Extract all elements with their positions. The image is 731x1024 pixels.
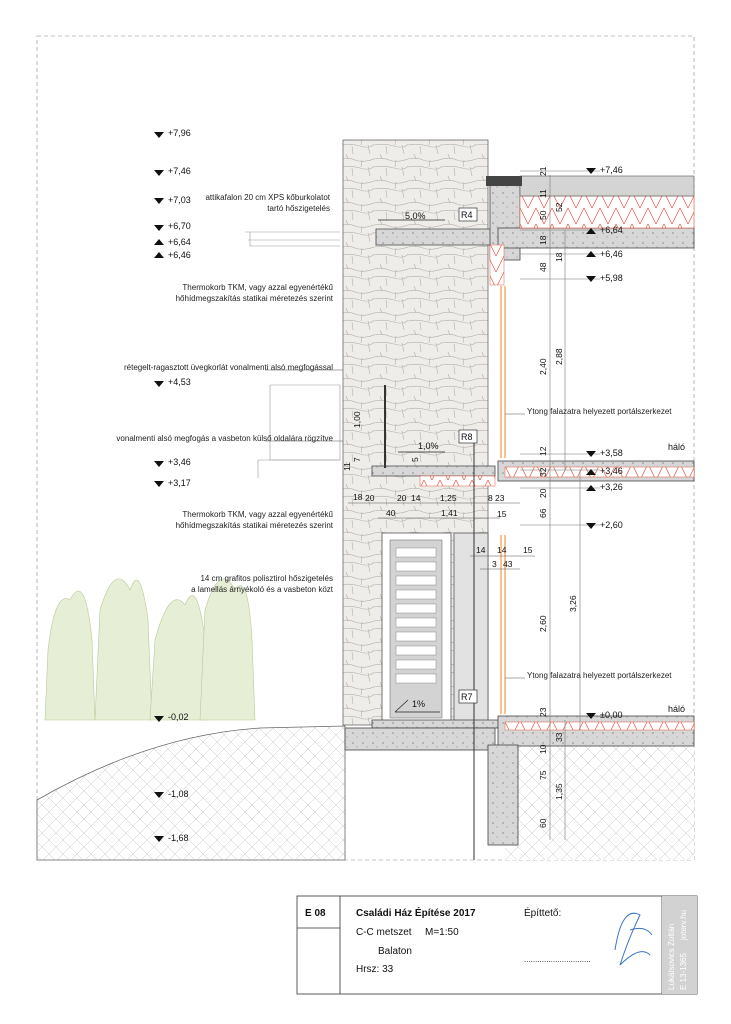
dim: 14 bbox=[476, 545, 486, 555]
annotation: 14 cm grafitos polisztirol hőszigetelés bbox=[200, 574, 333, 583]
signature bbox=[615, 913, 652, 965]
level-label: +6,46 bbox=[168, 250, 191, 260]
annotation: Ytong falazatra helyezett portálszerkezet bbox=[527, 407, 672, 416]
room-tag: R8 bbox=[461, 432, 473, 442]
slope-label: 1% bbox=[412, 699, 426, 709]
annotation: Ytong falazatra helyezett portálszerkezet bbox=[527, 671, 672, 680]
parcel: Hrsz: 33 bbox=[356, 964, 394, 975]
annotation: attikafalon 20 cm XPS kőburkolatot bbox=[205, 193, 330, 202]
dim: 1,00 bbox=[352, 411, 362, 428]
trees bbox=[45, 579, 255, 720]
dim: 18 bbox=[538, 235, 548, 245]
dim: 21 bbox=[538, 166, 548, 176]
earth-right bbox=[505, 745, 694, 860]
dim: 2,60 bbox=[538, 615, 548, 632]
room-label: háló bbox=[668, 442, 686, 452]
dim: 11 bbox=[342, 462, 352, 471]
level-label: -1,08 bbox=[168, 789, 189, 799]
place: Balaton bbox=[378, 946, 412, 957]
dim: 75 bbox=[538, 770, 548, 780]
dim: 12 bbox=[538, 446, 548, 456]
dim: 20 bbox=[365, 493, 375, 503]
dim: 18 bbox=[353, 492, 363, 502]
balcony-insulation bbox=[420, 476, 495, 486]
room-tag: R7 bbox=[461, 692, 473, 702]
dim: 14 bbox=[497, 545, 507, 555]
dim: 32 bbox=[538, 467, 548, 477]
dim: 2,88 bbox=[554, 348, 564, 365]
level-label: +3,46 bbox=[600, 466, 623, 476]
dim: 50 bbox=[538, 210, 548, 220]
level-label: +6,64 bbox=[600, 225, 623, 235]
designer-name: Lukátsovics Zoltán bbox=[667, 923, 676, 990]
annotation: hőhídmegszakítás statikai méretezés szerint bbox=[175, 294, 333, 303]
level-label: +7,46 bbox=[600, 165, 623, 175]
dim: 15 bbox=[497, 509, 507, 519]
dim: 5 bbox=[410, 457, 420, 462]
dim: 18 bbox=[554, 252, 564, 262]
dim: 14 bbox=[411, 493, 421, 503]
wall-insulation bbox=[490, 245, 504, 285]
dim: 8 bbox=[488, 493, 493, 503]
dim: 3,26 bbox=[568, 595, 578, 612]
level-label: +3,17 bbox=[168, 478, 191, 488]
dim: 33 bbox=[554, 732, 564, 742]
annotation: Thermokorb TKM, vagy azzal egyenértékű bbox=[182, 510, 333, 519]
terrain bbox=[37, 726, 345, 860]
dim: 23 bbox=[538, 707, 548, 717]
dim: 20 bbox=[397, 493, 407, 503]
level-label: +7,96 bbox=[168, 128, 191, 138]
dim: 1,25 bbox=[440, 493, 457, 503]
level-label: +3,58 bbox=[600, 448, 623, 458]
dim: 20 bbox=[538, 488, 548, 498]
annotation: tartó hőszigetelés bbox=[267, 204, 330, 213]
designer-web: joterv.hu bbox=[679, 909, 688, 940]
dim: 2,40 bbox=[538, 358, 548, 375]
dim: 15 bbox=[523, 545, 533, 555]
dim: 52 bbox=[554, 202, 564, 212]
level-label: ±0,00 bbox=[600, 710, 623, 720]
dim: 60 bbox=[538, 818, 548, 828]
dim: 10 bbox=[538, 744, 548, 754]
level-label: +6,70 bbox=[168, 221, 191, 231]
drawing-title: C-C metszet bbox=[356, 927, 412, 938]
level-label: -1,68 bbox=[168, 833, 189, 843]
room-tag: R4 bbox=[461, 210, 473, 220]
client-label: Építtető: bbox=[524, 908, 562, 919]
dim: 1,35 bbox=[554, 783, 564, 800]
slope-label: 5,0% bbox=[405, 211, 426, 221]
level-label: +5,98 bbox=[600, 273, 623, 283]
annotation: vonalmenti alsó megfogás a vasbeton külső oldalára rögzítve bbox=[116, 434, 333, 443]
level-label: +3,26 bbox=[600, 482, 623, 492]
level-label: +6,46 bbox=[600, 249, 623, 259]
annotation: Thermokorb TKM, vagy azzal egyenértékű bbox=[182, 283, 333, 292]
dim: 48 bbox=[538, 262, 548, 272]
slope-label: 1,0% bbox=[418, 441, 439, 451]
dim: 7 bbox=[352, 457, 362, 462]
room-label: háló bbox=[668, 704, 686, 714]
annotation: hőhídmegszakítás statikai méretezés szerint bbox=[175, 521, 333, 530]
dim: 23 bbox=[495, 493, 505, 503]
dim: 1,41 bbox=[441, 508, 458, 518]
signature-line: .............................. bbox=[524, 955, 591, 964]
designer-license: E 13-1365 bbox=[679, 953, 688, 990]
sheet-number: E 08 bbox=[305, 908, 326, 919]
level-label: -0,02 bbox=[168, 712, 189, 722]
dim: 43 bbox=[503, 559, 513, 569]
dim: 3 bbox=[492, 559, 497, 569]
scale: M=1:50 bbox=[425, 927, 459, 938]
project-title: Családi Ház Építése 2017 bbox=[356, 908, 476, 919]
dim: 40 bbox=[386, 508, 396, 518]
dim: 11 bbox=[538, 189, 548, 198]
floor-insulation-2 bbox=[505, 722, 694, 730]
level-label: +6,64 bbox=[168, 237, 191, 247]
dim: 66 bbox=[538, 508, 548, 518]
level-label: +4,53 bbox=[168, 377, 191, 387]
level-label: +2,60 bbox=[600, 520, 623, 530]
annotation: rétegelt-ragasztott üvegkorlát vonalmenti alsó megfogással bbox=[124, 363, 333, 372]
annotation: a lamellás árnyékoló és a vasbeton közt bbox=[191, 585, 333, 594]
attic-cap bbox=[486, 176, 522, 186]
level-label: +7,46 bbox=[168, 166, 191, 176]
level-label: +3,46 bbox=[168, 457, 191, 467]
level-label: +7,03 bbox=[168, 195, 191, 205]
